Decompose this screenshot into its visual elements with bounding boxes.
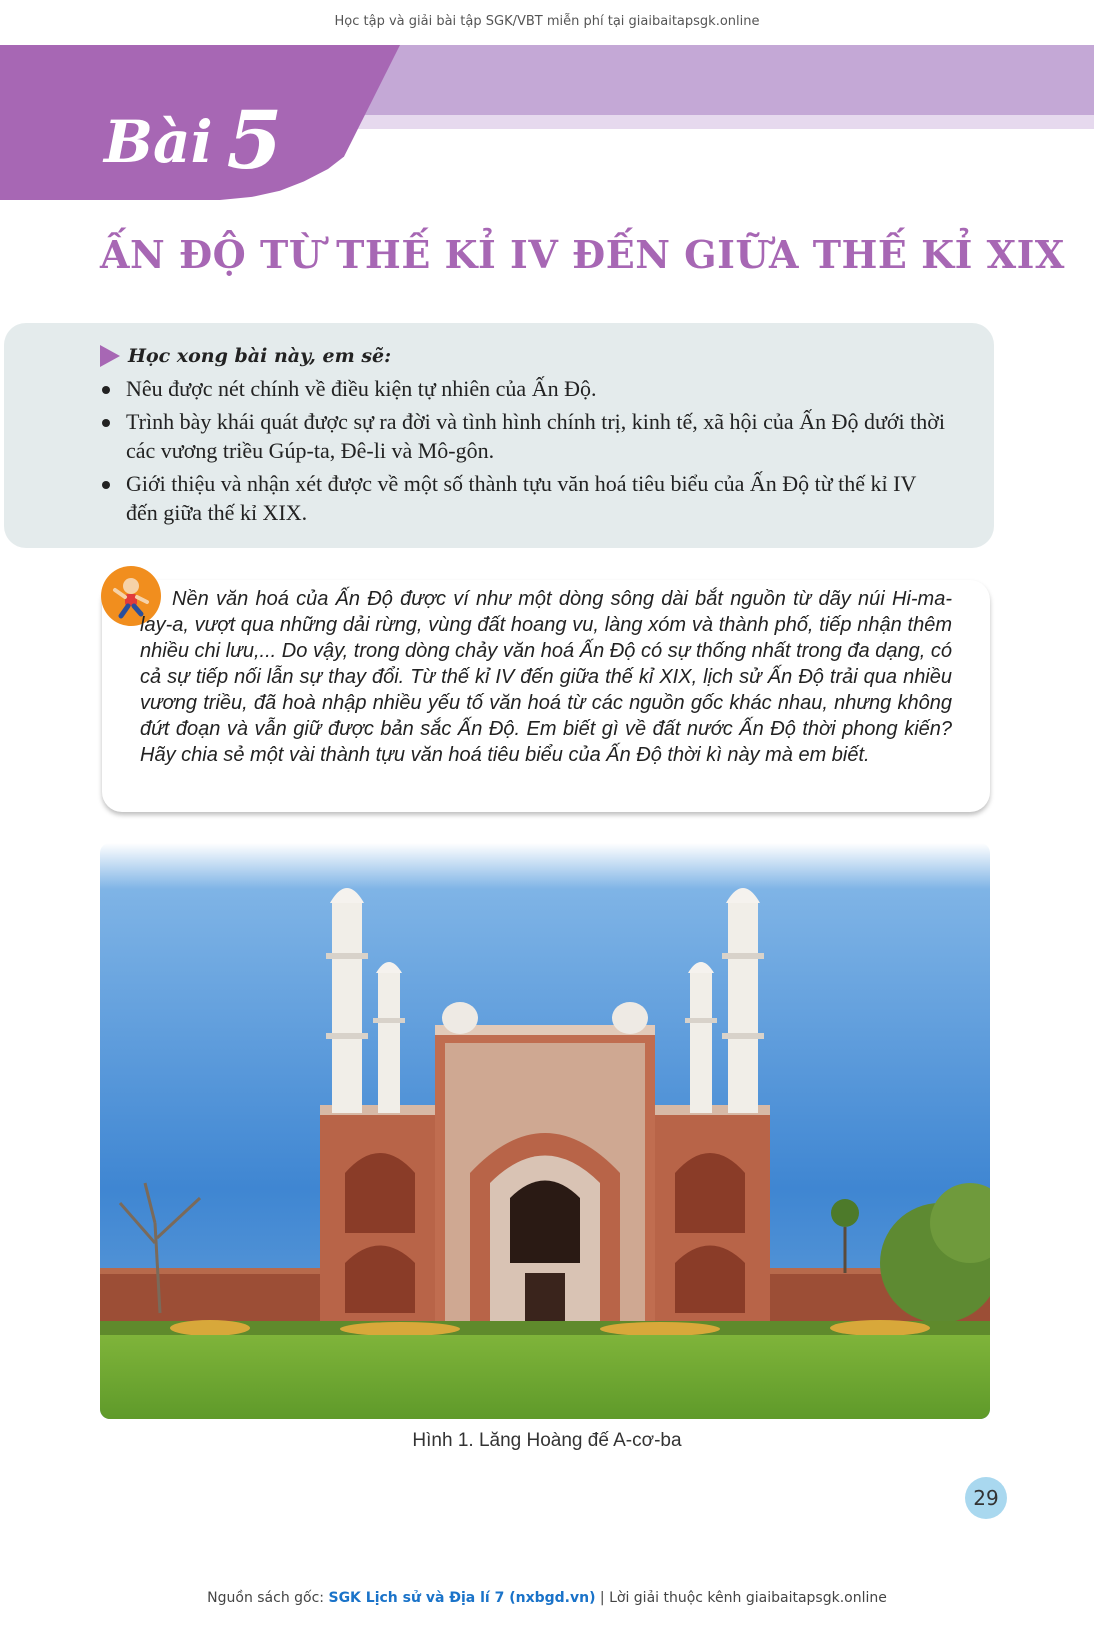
- mausoleum-photo: [100, 843, 990, 1419]
- header-note: Học tập và giải bài tập SGK/VBT miễn phí tại giaibaitapsgk.online: [334, 14, 760, 29]
- lesson-banner-strip: [300, 115, 1094, 129]
- objectives-list: [100, 374, 950, 531]
- footer: [0, 1590, 1094, 1606]
- objective-item: Nêu được nét chính về điều kiện tự nhiên của Ấn Độ.: [100, 374, 950, 403]
- objective-item: Trình bày khái quát được sự ra đời và tình hình chính trị, kinh tế, xã hội của Ấn Độ dưới thời các vương triều Gúp-ta, Đê-li và Mô-gôn.: [100, 407, 950, 465]
- lesson-label-text: Bài: [104, 108, 213, 176]
- objectives-heading-text: Học xong bài này, em sẽ:: [128, 345, 392, 367]
- lesson-label: [104, 93, 283, 187]
- lesson-number: 5: [226, 93, 283, 187]
- footer-source-link[interactable]: SGK Lịch sử và Địa lí 7 (nxbgd.vn): [328, 1590, 596, 1606]
- footer-suffix: | Lời giải thuộc kênh giaibaitapsgk.online: [595, 1590, 887, 1606]
- footer-prefix: Nguồn sách gốc:: [207, 1590, 329, 1606]
- page-number: 29: [965, 1477, 1007, 1519]
- objective-item: Giới thiệu và nhận xét được về một số thành tựu văn hoá tiêu biểu của Ấn Độ từ thế kỉ IV đến giữa thế kỉ XIX.: [100, 469, 950, 527]
- figure-caption: Hình 1. Lăng Hoàng đế A-cơ-ba: [412, 1430, 682, 1451]
- objectives-heading: [100, 345, 391, 367]
- triangle-icon: [100, 345, 120, 367]
- lesson-banner-light: [300, 45, 1094, 115]
- lesson-title: ẤN ĐỘ TỪ THẾ KỈ IV ĐẾN GIỮA THẾ KỈ XIX: [100, 232, 1065, 277]
- intro-text: Nền văn hoá của Ấn Độ được ví như một dòng sông dài bắt nguồn từ dãy núi Hi-ma-lay-a, vượt qua những dải rừng, vùng đất hoang vu, làng xóm và thành phố, tiếp nhận thêm nhiều chi lưu,... Do vậy, trong dòng chảy văn hoá Ấn Độ có sự thống nhất trong đa dạng, có cả sự tiếp nối lẫn sự thay đổi. Từ thế kỉ IV đến giữa thế kỉ XIX, lịch sử Ấn Độ trải qua nhiều vương triều, đã hoà nhập nhiều yếu tố văn hoá từ các nguồn gốc khác nhau, nhưng không đứt đoạn và vẫn giữ được bản sắc Ấn Độ. Em biết gì về đất nước Ấn Độ thời phong kiến? Hãy chia sẻ một vài thành tựu văn hoá tiêu biểu của Ấn Độ thời kì này mà em biết.: [140, 588, 952, 766]
